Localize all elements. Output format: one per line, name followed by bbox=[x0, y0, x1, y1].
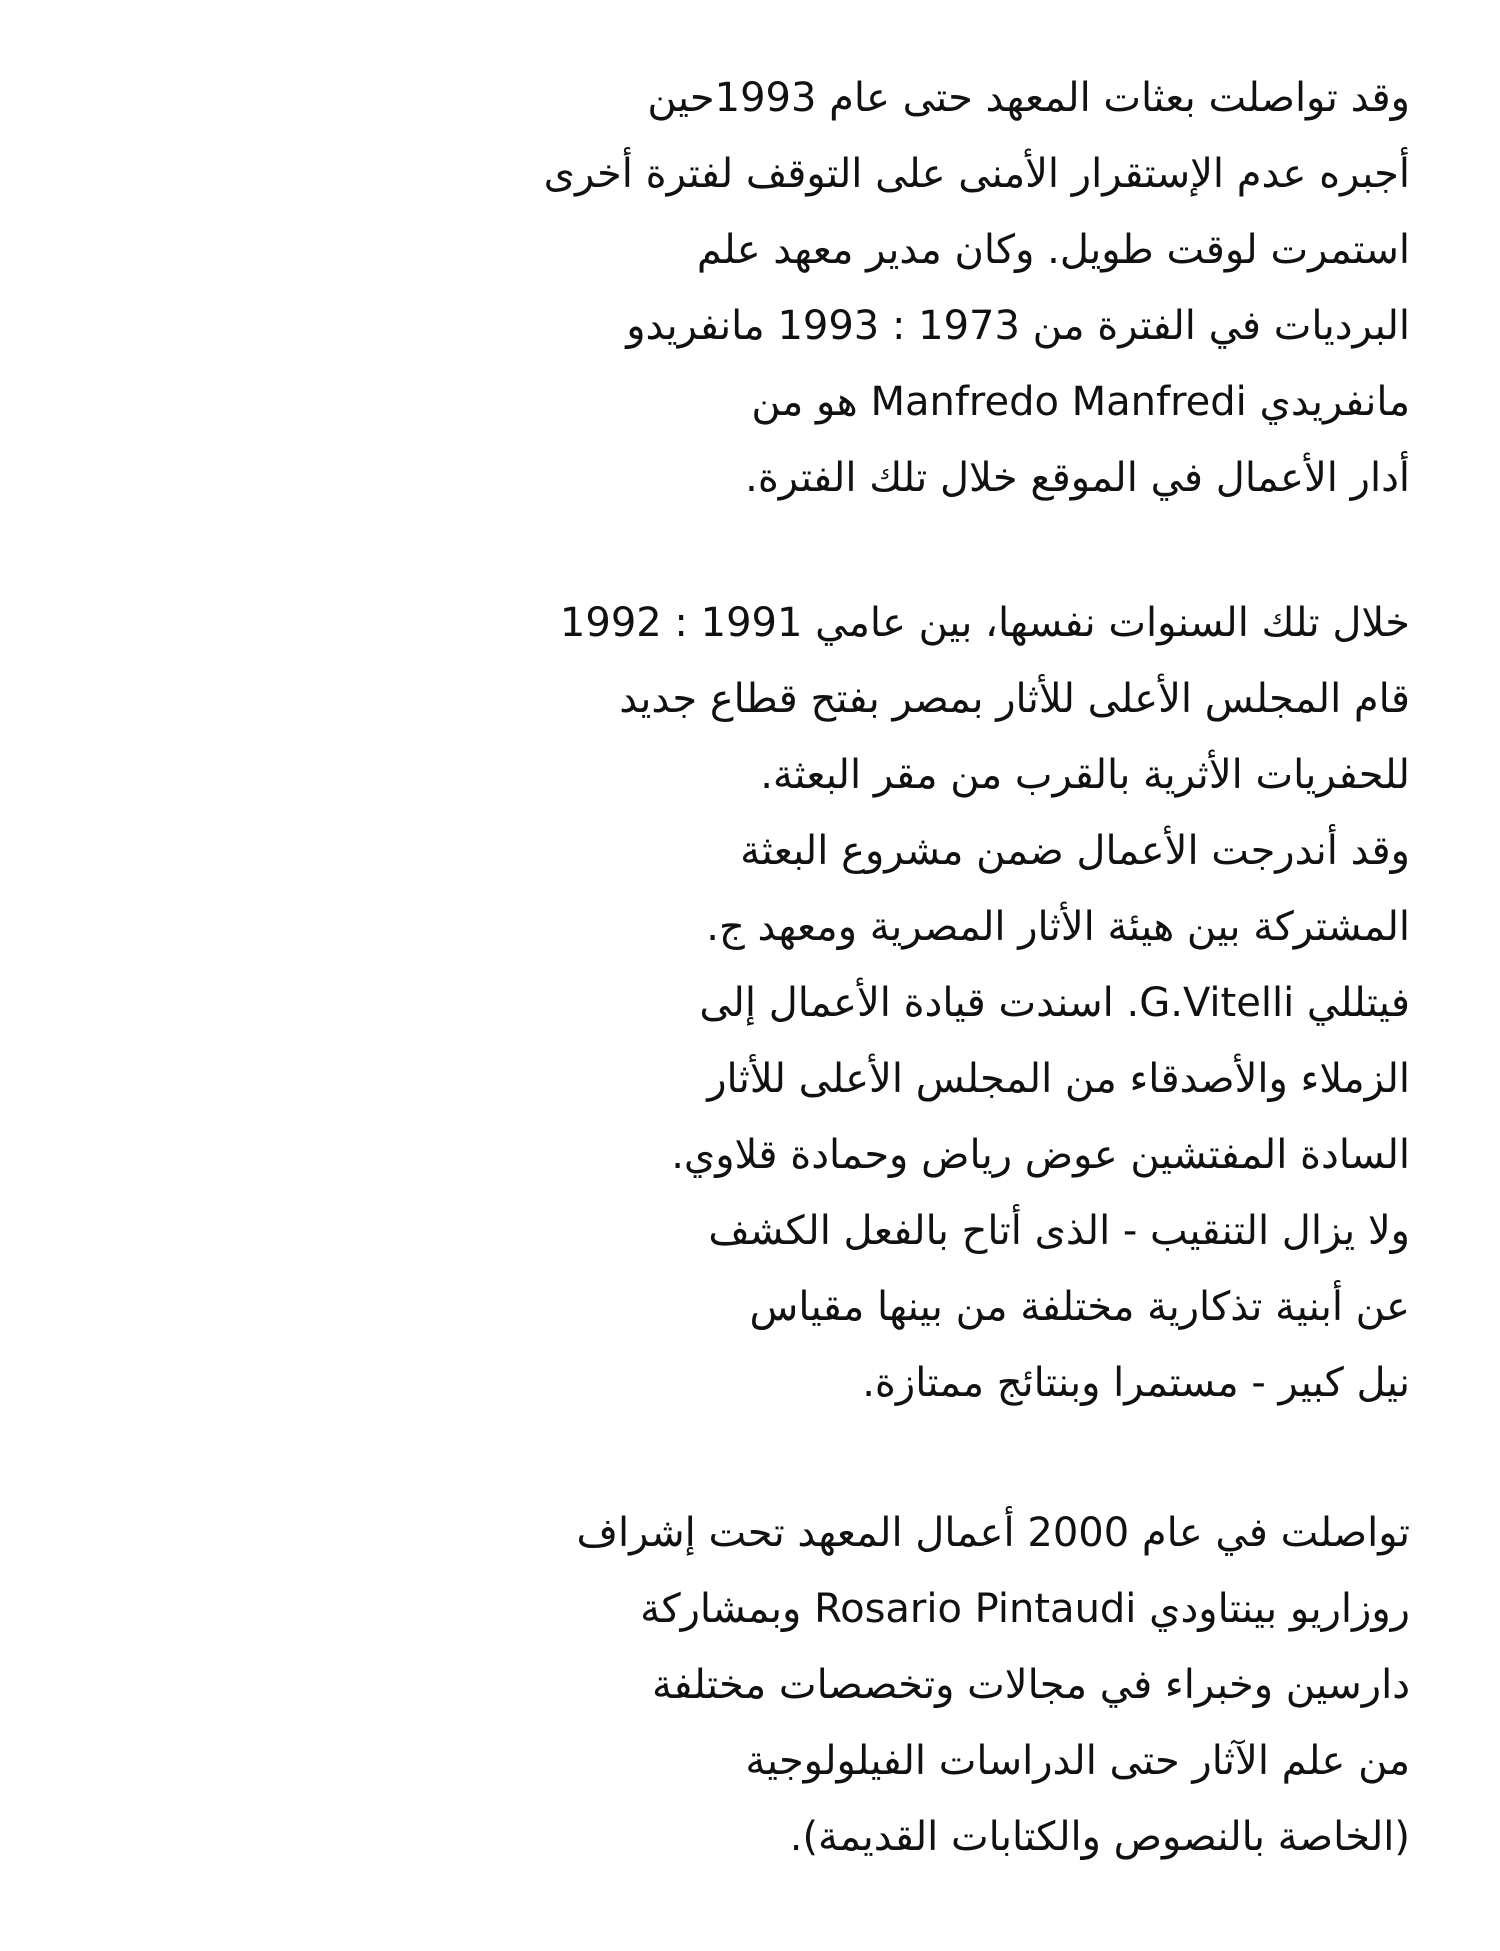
text-line: المشتركة بين هيئة الأثار المصرية ومعهد ج. bbox=[706, 904, 1410, 950]
text-line: أدار الأعمال في الموقع خلال تلك الفترة. bbox=[745, 455, 1410, 501]
text-line: استمرت لوقت طويل. وكان مدير معهد علم bbox=[696, 227, 1410, 273]
paragraph-mission-history bbox=[410, 60, 1410, 516]
text-line: دارسين وخبراء في مجالات وتخصصات مختلفة bbox=[651, 1662, 1410, 1708]
text-line: قام المجلس الأعلى للأثار بمصر بفتح قطاع جديد bbox=[619, 676, 1410, 722]
text-line: وقد تواصلت بعثات المعهد حتى عام 1993حين bbox=[647, 75, 1410, 121]
text-line: تواصلت في عام 2000 أعمال المعهد تحت إشراف bbox=[576, 1510, 1410, 1556]
text-line: الزملاء والأصدقاء من المجلس الأعلى للأثار bbox=[707, 1056, 1410, 1102]
text-line: من علم الآثار حتى الدراسات الفيلولوجية bbox=[745, 1738, 1410, 1784]
text-line: نيل كبير - مستمرا وبنتائج ممتازة. bbox=[862, 1360, 1410, 1406]
text-line: ولا يزال التنقيب - الذى أتاح بالفعل الكشف bbox=[708, 1208, 1410, 1254]
text-line: (الخاصة بالنصوص والكتابات القديمة). bbox=[789, 1814, 1410, 1860]
text-line: خلال تلك السنوات نفسها، بين عامي 1991 : 1992 bbox=[559, 600, 1410, 646]
paragraph-excavation-sector bbox=[410, 585, 1410, 1421]
text-line: عن أبنية تذكارية مختلفة من بينها مقياس bbox=[749, 1284, 1410, 1330]
text-line: روزاريو بينتاودي Rosario Pintaudi وبمشاركة bbox=[640, 1586, 1410, 1632]
text-line: فيتللي G.Vitelli. اسندت قيادة الأعمال إلى bbox=[699, 980, 1410, 1026]
text-line: البرديات في الفترة من 1973 : 1993 مانفريدو bbox=[626, 303, 1410, 349]
text-line: أجبره عدم الإستقرار الأمنى على التوقف لفترة أخرى bbox=[543, 151, 1410, 197]
text-line: مانفريدي Manfredo Manfredi هو من bbox=[751, 379, 1410, 425]
text-line: للحفريات الأثرية بالقرب من مقر البعثة. bbox=[760, 752, 1410, 798]
text-line: وقد أندرجت الأعمال ضمن مشروع البعثة bbox=[740, 828, 1410, 874]
text-line: السادة المفتشين عوض رياض وحمادة قلاوي. bbox=[671, 1132, 1410, 1178]
paragraph-institute-works bbox=[410, 1495, 1410, 1875]
